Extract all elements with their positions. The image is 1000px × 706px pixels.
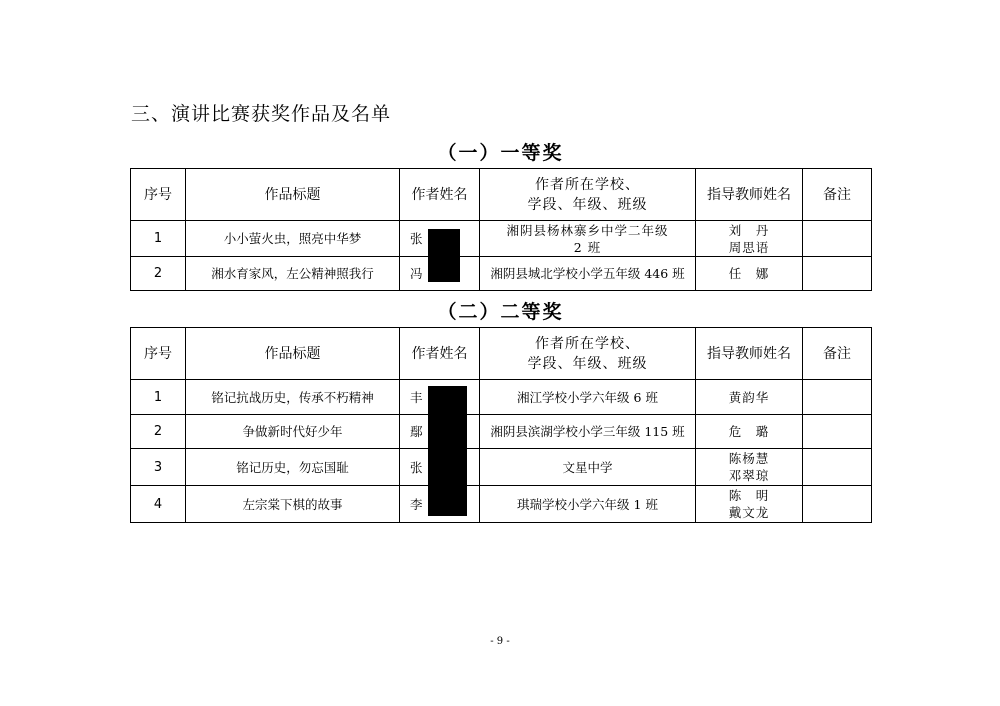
row-no: 2 — [131, 415, 186, 449]
row-school: 文星中学 — [480, 449, 696, 486]
header-remark: 备注 — [803, 169, 872, 221]
row-teacher: 陈杨慧 — [728, 451, 770, 466]
row-author: 张 — [400, 449, 480, 486]
row-teachers — [696, 449, 803, 486]
row-teacher: 周思语 — [728, 239, 770, 255]
row-author: 李 — [400, 486, 480, 523]
header-work-title: 作品标题 — [186, 328, 400, 380]
first-prize-table — [130, 168, 872, 291]
row-school: 湘阴县滨湖学校小学三年级 115 班 — [480, 415, 696, 449]
row-school — [480, 221, 696, 257]
second-prize-table — [130, 327, 872, 523]
table-row — [131, 415, 872, 449]
header-author: 作者姓名 — [400, 169, 480, 221]
row-school-line1: 湘阴县杨林寨乡中学二年级 — [506, 222, 669, 238]
header-no: 序号 — [131, 169, 186, 221]
header-work-title: 作品标题 — [186, 169, 400, 221]
row-no: 3 — [131, 449, 186, 486]
row-remark — [803, 449, 872, 486]
row-teachers — [696, 486, 803, 523]
first-prize-title: （一）一等奖 — [437, 142, 564, 164]
header-author: 作者姓名 — [400, 328, 480, 380]
row-teachers — [696, 257, 803, 291]
row-no: 4 — [131, 486, 186, 523]
table-row — [131, 380, 872, 415]
redaction-box — [428, 229, 460, 282]
row-teacher: 任 娜 — [728, 266, 770, 281]
header-teacher: 指导教师姓名 — [696, 328, 803, 380]
row-author: 张 — [400, 221, 480, 257]
redaction-box — [428, 386, 467, 516]
row-remark — [803, 486, 872, 523]
header-school-line2: 学段、年级、班级 — [527, 196, 648, 213]
row-teachers — [696, 380, 803, 415]
row-school: 琪瑞学校小学六年级 1 班 — [480, 486, 696, 523]
header-remark: 备注 — [803, 328, 872, 380]
header-school-line2: 学段、年级、班级 — [527, 355, 648, 372]
row-teachers — [696, 415, 803, 449]
row-school: 湘江学校小学六年级 6 班 — [480, 380, 696, 415]
row-author: 鄢 — [400, 415, 480, 449]
row-work-title: 争做新时代好少年 — [186, 415, 400, 449]
row-teacher: 刘 丹 — [728, 222, 770, 238]
row-teacher: 危 璐 — [728, 424, 770, 439]
table-row — [131, 257, 872, 291]
header-no: 序号 — [131, 328, 186, 380]
row-remark — [803, 380, 872, 415]
row-no: 1 — [131, 380, 186, 415]
row-school: 湘阴县城北学校小学五年级 446 班 — [480, 257, 696, 291]
row-author: 冯 — [400, 257, 480, 291]
row-work-title: 湘水育家风，左公精神照我行 — [186, 257, 400, 291]
row-teachers — [696, 221, 803, 257]
row-teacher: 黄韵华 — [728, 389, 770, 405]
row-no: 2 — [131, 257, 186, 291]
header-school — [480, 169, 696, 221]
table-header-row — [131, 328, 872, 380]
header-teacher: 指导教师姓名 — [696, 169, 803, 221]
header-school-line1: 作者所在学校、 — [535, 335, 640, 352]
header-school — [480, 328, 696, 380]
row-work-title: 铭记抗战历史，传承不朽精神 — [186, 380, 400, 415]
row-author: 丰 — [400, 380, 480, 415]
row-work-title: 铭记历史，勿忘国耻 — [186, 449, 400, 486]
row-remark — [803, 415, 872, 449]
row-teacher: 陈 明 — [728, 488, 770, 503]
row-work-title: 左宗棠下棋的故事 — [186, 486, 400, 523]
row-remark — [803, 221, 872, 257]
row-school-line2: 2 班 — [573, 239, 602, 255]
row-teacher: 戴文龙 — [728, 505, 770, 520]
page-number: - 9 - — [490, 636, 510, 647]
page-heading: 三、演讲比赛获奖作品及名单 — [131, 103, 392, 125]
table-row — [131, 449, 872, 486]
row-teacher: 邓翠琼 — [728, 468, 770, 483]
table-header-row — [131, 169, 872, 221]
row-remark — [803, 257, 872, 291]
row-no: 1 — [131, 221, 186, 257]
table-row — [131, 221, 872, 257]
table-row — [131, 486, 872, 523]
second-prize-title: （二）二等奖 — [437, 301, 564, 323]
header-school-line1: 作者所在学校、 — [535, 176, 640, 193]
row-work-title: 小小萤火虫，照亮中华梦 — [186, 221, 400, 257]
